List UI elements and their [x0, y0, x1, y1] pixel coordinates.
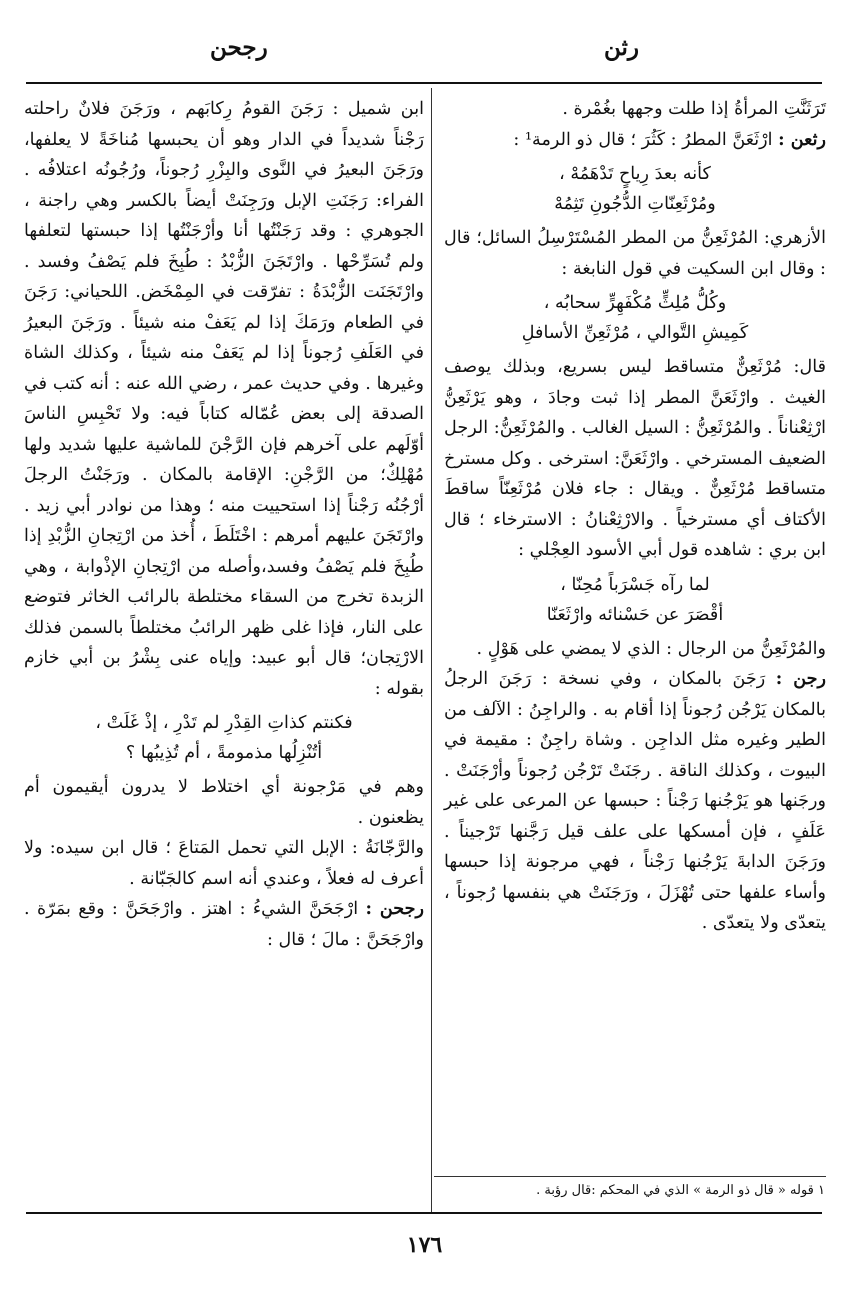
page-number: ١٧٦ — [406, 1232, 443, 1258]
entry-rjhn — [24, 894, 424, 955]
verse — [444, 159, 826, 219]
entry-headword: رثعن : — [778, 128, 826, 150]
entry-text: تَرَثَنَّتِ المرأةُ إذا طلت وجهها بغُمْرة . — [562, 99, 826, 119]
verse — [444, 570, 826, 630]
entry-text: والمُرْثَعِنُّ من الرجال : الذي لا يمضي على هَوْلٍ . — [476, 638, 826, 659]
entry-headword: رجن : — [775, 668, 827, 689]
running-head-right: رثن — [603, 34, 639, 61]
entry-text: قال: مُرْثَعِنٌّ متساقط ليس بسريع، وبذلك يوصف الغيث . وارْثَعَنَّ المطر إذا ثبت وجادَ ، وهو يَرْثَعِنُّ ارْثِعْناناً . والمُرْثَعِنُّ : السيل الغالب . والمُرْثَعِنُّ: الرجل الضعيف المسترخي . وارْثَعَنَّ: استرخى . وكل مسترخ متساقط مُرْثَعِنٌّ . ويقال : جاء فلان مُرْثَعِنّاً ساقطَ الأكتاف أي مسترخياً . والارْثِعْنانُ : الاسترخاء ؛ قال ابن بري : شاهده قول أبي الأسود العِجْلي : — [444, 357, 826, 560]
entry-text: الأزهري: المُرْثَعِنُّ من المطر المُسْتَرْسِلُ السائل؛ قال : وقال ابن السكيت في قول النابغة : — [444, 228, 826, 279]
entry-text: ارْجَحَنَّ الشيءُ : اهتز . وارْجَحَنَّ : وقع بمَرّة . وارْجَحَنَّ : مالَ ؛ قال : — [24, 899, 424, 950]
entry-text: ارْثَعَنَّ المطرُ : كَثُرَ ؛ قال ذو الرمة¹ : — [513, 129, 773, 150]
verse — [444, 288, 826, 348]
entry-headword: رجحن : — [365, 898, 425, 919]
verse-line: لما رآه جَسْرَباً مُحِنّا ، — [560, 574, 710, 595]
entry-text: ابن شميل : رَجَنَ القومُ رِكابَهم ، ورَجَنَ فلانٌ راحلته رَجْناً شديداً في الدار وهو أن يحبسها مُناخَةً لا يعلفها، ورَجَنَ البعيرُ في النَّوى والبِزْرِ رُجوناً، ورُجُونُه اعتلافُه . الفراء: رَجَنَتِ الإبل ورَجِنَتْ أيضاً بالكسر وهي راجنة ، الجوهري : وقد رَجَنْتُها أنا وأرْجَنْتُها إذا حبستها لتعلفها ولم تُسَرِّحْها . وارْتَجَنَ الزُّبْدُ : طُبِخَ فلم يَصْفُ وفسد . وارْتَجَنَت الزُّبْدَةُ : تفرّقت في المِمْخَض. اللحياني: رَجَنَ في الطعام ورَمَكَ إذا لم يَعَفْ منه شيئاً . ورَجَنَ البعيرُ في العَلَفِ رُجوناً إذا لم يَعَفْ منه شيئاً ، وكذلك الشاة وغيرها . وفي حديث عمر ، رضي الله عنه : أنه كتب في الصدقة إلى بعض عُمّاله كتاباً فيه: ولا تَحْبِسِ الناسَ أوّلَهم على آخرهم فإن الرَّجْنَ للماشية عليها شديد ولها مُهْلِكٌ؛ من الرَّجْنِ: الإقامة بالمكان . ورَجَنْتُ الرجلَ أرْجُنُه رَجْناً إذا استحييت منه ؛ وهذا من نوادر أبي زيد . وارْتَجَنَ عليهم أمرهم : اخْتَلَطَ ، أُخذ من ارْتِجانِ الزُّبْدِ إذا طُبِخَ فلم يَصْفُ وفسد،وأصله من ارْتِجانِ الإذْوابة ، وهي الزبدة تخرج من السقاء مختلطة بالرائب الخاثر فتوضع على النار، فإذا غلى ظهر الرائبُ مختلطاً بالسمن فذلك الارْتِجان؛ قال أبو عبيد: وإياه عنى بِشْرُ بن أبي خازم بقوله : — [24, 99, 424, 699]
verse — [24, 708, 424, 768]
verse-line: أقْصَرَ عن حَسْنائه وارْثَعَنّا — [546, 604, 724, 625]
footnote: ١ قوله « قال ذو الرمة » الذي في المحكم :قال رؤبة . — [536, 1183, 825, 1198]
top-rule — [26, 82, 822, 84]
verse-line: ومُرْثَعِنّاتِ الدُّجُونِ تَثِمُهْ — [554, 194, 716, 214]
left-column — [24, 94, 424, 955]
verse-line: أتُنْزِلُها مذمومةً ، أم تُذِيبُها ؟ — [125, 743, 323, 763]
page-header — [0, 34, 849, 74]
running-head-left: رجحن — [210, 34, 268, 61]
entry-rthn — [444, 125, 826, 156]
verse-line: فكنتم كذاتِ القِدْرِ لم تَدْرِ ، إذْ غَلَتْ ، — [95, 713, 353, 733]
entry-text: والرَّجّانَةُ : الإبل التي تحمل المَتاعَ ؛ قال ابن سيده: ولا أعرف له فعلاً ، وعندي أنه اسم كالجَبّانة . — [24, 838, 424, 889]
footnote-rule — [434, 1176, 826, 1177]
verse-line: وكُلُّ مُلِثٍّ مُكْفَهِرٍّ سحابُه ، — [543, 293, 727, 313]
entry-text: رَجَنَ بالمكان ، وفي نسخة : رَجَنَ الرجلُ بالمكان يَرْجُن رُجوناً إذا أقام به . والراجِنُ : الآلف من الطير وغيره مثل الداجِن . وشاة راجِنٌ : مقيمة في البيوت ، وكذلك الناقة . رجَنَتْ تَرْجُن رُجوناً وأرْجَنَتْ . ورجَنها هو يَرْجُنها رَجْناً : حبسها عن المرعى على غير عَلَفٍ ، فإن أمسكها على علف قيل رَجَّنها تَرْجيناً . ورَجَنَ الدابةَ يَرْجُنها رَجْناً ، فهي مرجونة إذا حبسها وأساء علفها حتى تُهْزَلَ ، ورَجَنَتْ هي بنفسها رُجوناً ، يتعدّى ولا يتعدّى . — [444, 669, 826, 933]
verse-line: كَمِيشِ التَّوالي ، مُرْثَعِنِّ الأسافلِ — [521, 323, 749, 343]
entry-text: وهم في مَرْجونة أي اختلاط لا يدرون أيقيمون أم يظعنون . — [24, 777, 424, 828]
verse-line: كأنه بعدَ رِياحٍ تَدْهَمُهْ ، — [559, 164, 711, 184]
right-column — [444, 94, 826, 939]
entry-rjn — [444, 664, 826, 939]
column-divider — [431, 88, 432, 1212]
bottom-rule — [26, 1212, 822, 1214]
